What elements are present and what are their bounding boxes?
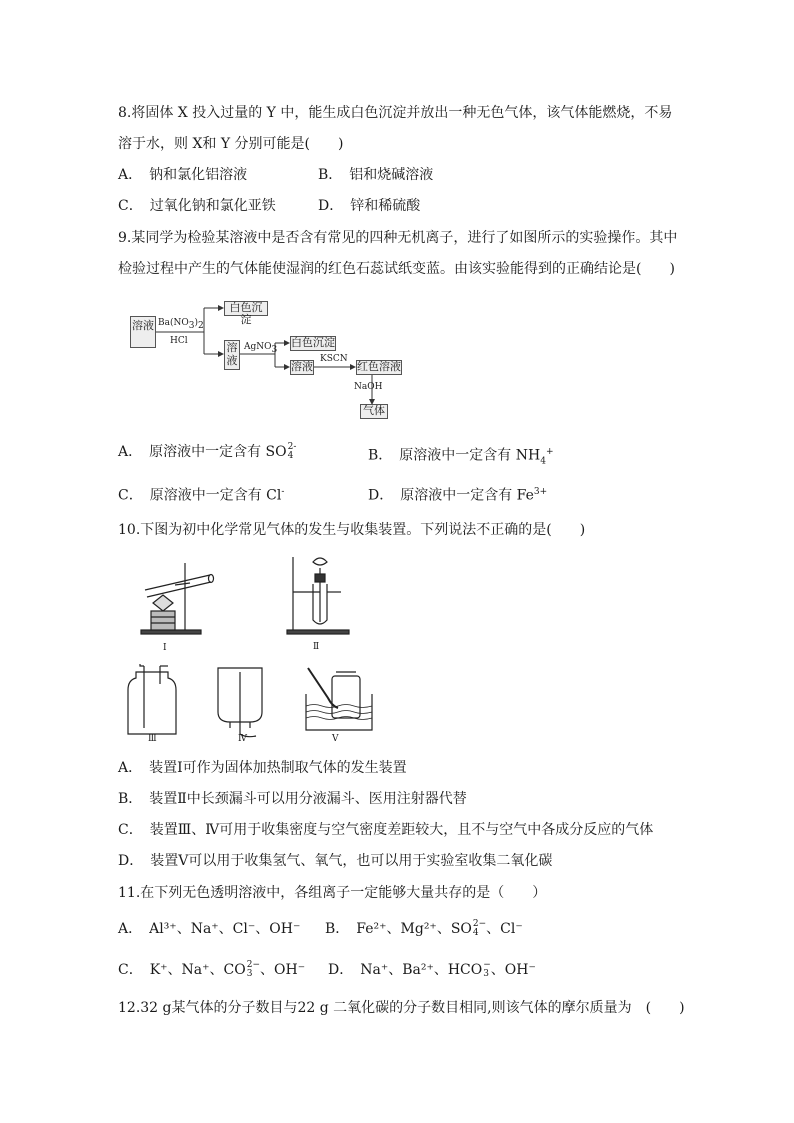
flow-reagent-naoh: NaOH [354, 382, 383, 392]
q10-option-a[interactable]: A． 装置Ⅰ可作为固体加热制取气体的发生装置 [118, 760, 407, 776]
flow-gas: 气体 [360, 404, 388, 419]
flow-solution-3: 溶液 [291, 360, 313, 373]
apparatus-2 [285, 552, 355, 652]
q9-stem-line2: 检验过程中产生的气体能使湿润的红色石蕊试纸变蓝。由该实验能得到的正确结论是( ) [118, 261, 675, 277]
q10-option-b[interactable]: B． 装置Ⅱ中长颈漏斗可以用分液漏斗、医用注射器代替 [118, 791, 467, 807]
flow-reagent-kscn: KSCN [320, 354, 348, 364]
apparatus-1-label: Ⅰ [163, 643, 167, 653]
q11-option-c[interactable]: C． K⁺、Na⁺、CO2− 3 、OH⁻ [118, 960, 306, 979]
flow-white-precipitate-2: 白色沉淀 [291, 336, 335, 349]
q11-option-d[interactable]: D． Na⁺、Ba²⁺、HCO− 3 、OH⁻ [328, 960, 536, 979]
q8-option-c[interactable]: C． 过氧化钠和氯化亚铁 [118, 198, 276, 214]
q8-option-b[interactable]: B． 铝和烧碱溶液 [318, 167, 434, 183]
q8-stem-line1: 8.将固体 X 投入过量的 Y 中，能生成白色沉淀并放出一种无色气体，该气体能燃烧，不易 [118, 105, 673, 121]
q11-option-a[interactable]: A． Al³⁺、Na⁺、Cl⁻、OH⁻ [118, 921, 301, 937]
q12-stem: 12.32 g某气体的分子数目与22 g 二氧化碳的分子数目相同,则该气体的摩尔质量为 ( ) [118, 1000, 685, 1016]
flow-solution-2: 溶液 [224, 340, 240, 370]
q9-option-c[interactable]: C． 原溶液中一定含有 Cl- [118, 487, 285, 504]
apparatus-2-label: Ⅱ [313, 642, 320, 652]
apparatus-5-label: Ⅴ [332, 734, 339, 744]
flow-white-precipitate-1: 白色沉淀 [224, 301, 268, 316]
apparatus-4-label: Ⅳ [238, 734, 247, 744]
apparatus-1-drawing [135, 555, 215, 655]
q9-flowchart [130, 296, 410, 421]
q10-option-c[interactable]: C． 装置Ⅲ、Ⅳ可用于收集密度与空气密度差距较大，且不与空气中各成分反应的气体 [118, 822, 654, 838]
q10-stem: 10.下图为初中化学常见气体的发生与收集装置。下列说法不正确的是( ) [118, 522, 586, 538]
q11-stem: 11.在下列无色透明溶液中，各组离子一定能够大量共存的是（ ） [118, 885, 547, 901]
q9-option-a[interactable]: A． 原溶液中一定含有 SO2- 4 [118, 442, 297, 461]
q8-option-d[interactable]: D． 锌和稀硫酸 [318, 198, 421, 214]
q9-stem-line1: 9.某同学为检验某溶液中是否含有常见的四种无机离子，进行了如图所示的实验操作。其中 [118, 230, 678, 246]
flow-solution-start: 溶液 [130, 316, 156, 348]
flow-reagent-banitrate: $Ba(NO_3)_2$ [158, 318, 204, 331]
q10-option-d[interactable]: D． 装置Ⅴ可以用于收集氢气、氧气，也可以用于实验室收集二氧化碳 [118, 853, 553, 869]
flow-reagent-agno3: AgNO$_3$ [244, 342, 278, 355]
apparatus-5-drawing [300, 662, 380, 748]
apparatus-1 [135, 555, 215, 655]
apparatus-5 [300, 662, 380, 748]
q8-option-a[interactable]: A． 钠和氯化铝溶液 [118, 167, 248, 183]
flow-reagent-hcl: HCl [170, 336, 188, 346]
apparatus-4 [210, 662, 270, 748]
apparatus-2-drawing [285, 552, 355, 652]
q9-option-d[interactable]: D． 原溶液中一定含有 $Fe^{3+}$ [368, 487, 548, 504]
apparatus-3-label: Ⅲ [148, 734, 157, 744]
q11-option-b[interactable]: B． Fe²⁺、Mg²⁺、SO2− 4 、Cl⁻ [325, 919, 523, 938]
flow-red-solution: 红色溶液 [357, 360, 401, 373]
q9-option-b[interactable]: B． 原溶液中一定含有 $NH_4^+$ [368, 447, 554, 467]
q8-stem-line2: 溶于水，则 X和 Y 分别可能是( ) [118, 136, 344, 152]
apparatus-3 [120, 662, 190, 748]
flowchart-arrows [130, 296, 410, 421]
